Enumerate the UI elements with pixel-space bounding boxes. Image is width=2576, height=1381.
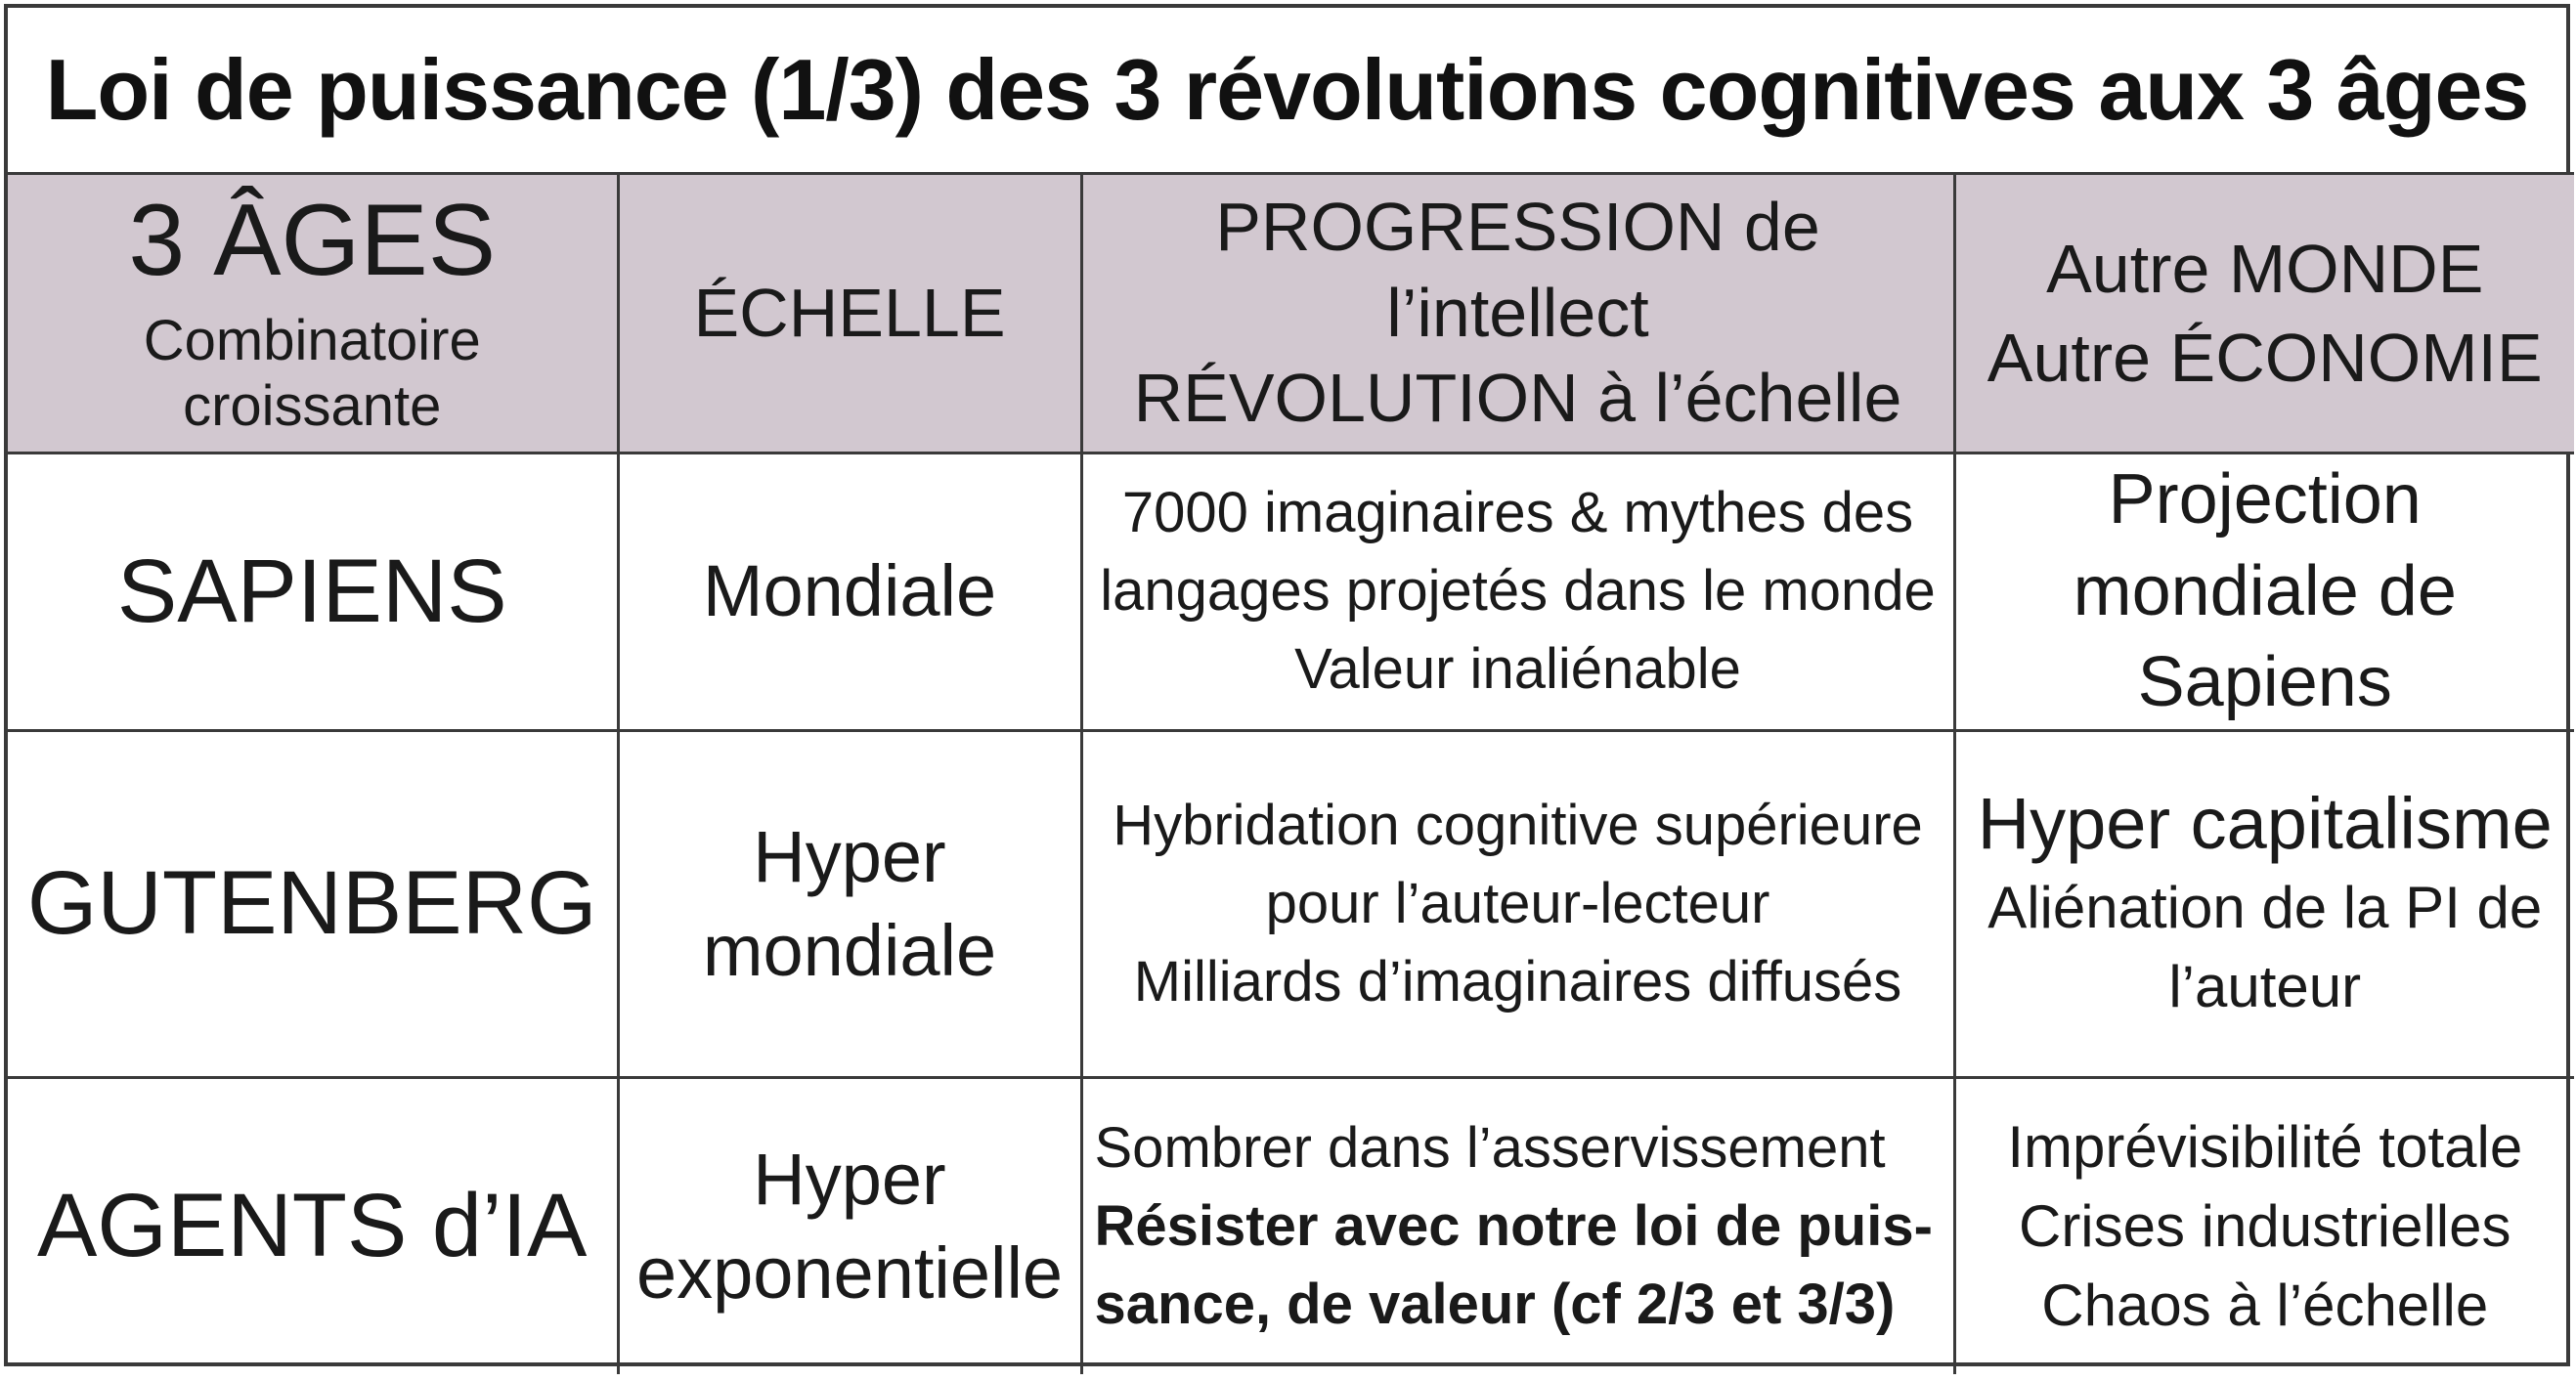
header-ages — [8, 174, 618, 453]
header-row — [8, 174, 2574, 453]
monde-cell — [1954, 1077, 2574, 1374]
scale-cell — [618, 730, 1081, 1077]
header-monde — [1954, 174, 2574, 453]
progression-bold-line: sance, de valeur (cf 2/3 et 3/3) — [1094, 1272, 1896, 1336]
monde-line: mondiale de Sapiens — [2073, 551, 2457, 722]
header-monde-line2: Autre ÉCONOMIE — [1987, 319, 2543, 396]
progression-cell — [1081, 1077, 1954, 1374]
age-cell — [8, 453, 618, 731]
header-ages-subtitle: Combinatoire croissante — [143, 309, 481, 439]
progression-cell — [1081, 730, 1954, 1077]
header-scale-label: ÉCHELLE — [693, 274, 1006, 351]
progression-line: Sombrer dans l’asservissement — [1094, 1115, 1886, 1180]
progression-line: Milliards d’imaginaires diffusés — [1133, 949, 1902, 1014]
progression-cell — [1081, 453, 1954, 731]
header-scale — [618, 174, 1081, 453]
header-progression — [1081, 174, 1954, 453]
monde-title: Hyper capitalisme — [1977, 783, 2553, 865]
monde-cell — [1954, 730, 2574, 1077]
table-row-sapiens — [8, 453, 2574, 731]
progression-line: Hybridation cognitive supérieure — [1113, 793, 1923, 857]
table-row-gutenberg — [8, 730, 2574, 1077]
scale-line: Hyper — [753, 1138, 946, 1220]
scale-line: mondiale — [702, 909, 997, 991]
scale-value: Mondiale — [702, 550, 997, 632]
scale-cell — [618, 1077, 1081, 1374]
progression-bold-line: Résister avec notre loi de puis- — [1094, 1193, 1933, 1258]
age-cell — [8, 1077, 618, 1374]
scale-line: exponentielle — [635, 1231, 1064, 1314]
age-cell — [8, 730, 618, 1077]
scale-cell — [618, 453, 1081, 731]
scale-line: Hyper — [753, 815, 946, 897]
progression-line: Valeur inaliénable — [1294, 637, 1741, 702]
age-name: GUTENBERG — [26, 853, 597, 954]
monde-cell — [1954, 453, 2574, 731]
progression-line: 7000 imaginaires & mythes des — [1121, 481, 1914, 545]
monde-line: Imprévisibilité totale — [2007, 1114, 2523, 1181]
ages-table — [8, 172, 2574, 1374]
progression-line: langages projetés dans le monde — [1100, 559, 1936, 624]
monde-line: Crises industrielles — [2019, 1193, 2511, 1260]
age-name: SAPIENS — [116, 540, 507, 641]
monde-line: Chaos à l’échelle — [2041, 1273, 2489, 1339]
page-title: Loi de puissance (1/3) des 3 révolutions cognitives aux 3 âges — [45, 41, 2529, 138]
table-row-agents-ia — [8, 1077, 2574, 1374]
header-monde-line1: Autre MONDE — [2046, 230, 2484, 307]
header-ages-title: 3 ÂGES — [128, 183, 497, 297]
monde-line: Projection — [2108, 460, 2422, 539]
monde-line: l’auteur — [2168, 954, 2362, 1020]
header-progression-line2: RÉVOLUTION à l’échelle — [1133, 360, 1902, 437]
table-frame — [4, 4, 2570, 1366]
age-name: AGENTS d’IA — [37, 1176, 588, 1276]
header-progression-line1: PROGRESSION de l’intellect — [1215, 189, 1820, 351]
monde-line: Aliénation de la PI de — [1987, 875, 2543, 941]
progression-line: pour l’auteur-lecteur — [1265, 871, 1770, 935]
